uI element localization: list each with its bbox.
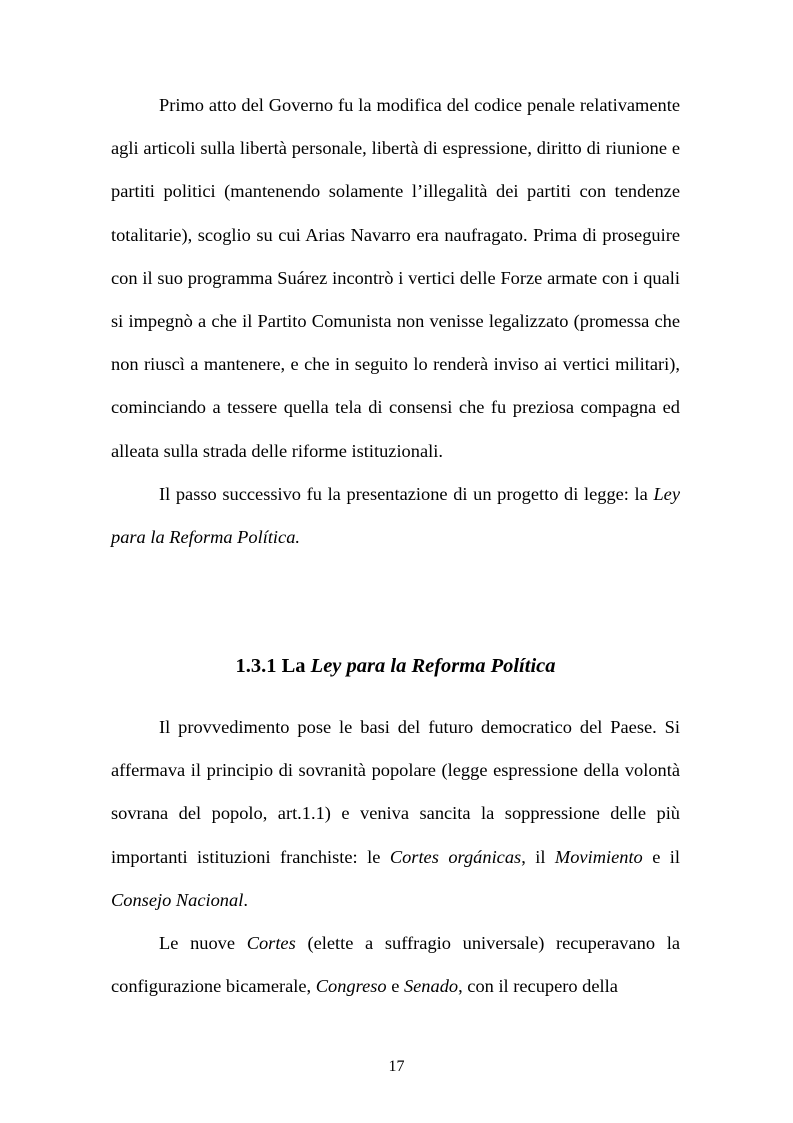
text-run: Il passo successivo fu la presentazione di un progetto di legge: la (159, 483, 654, 504)
text-run: Il provvedimento pose le basi del futuro democratico del Paese. Si affermava il principio di sovranità popolare (legge espressione della volontà sovrana del popolo, art.1.1) e veniva sancita la soppressione delle più importanti istituzioni franchiste: le (111, 717, 680, 867)
italic-text-run: Movimiento (554, 846, 643, 867)
body-text-top (111, 84, 680, 559)
body-text-bottom (111, 706, 680, 1008)
section-heading-number: 1.3.1 La (235, 655, 311, 677)
paragraph (111, 473, 680, 559)
text-run: , con il recupero della (458, 976, 618, 997)
text-run: e il (642, 846, 681, 867)
section-heading-title: Ley para la Reforma Política (310, 655, 556, 677)
text-run: Primo atto del Governo fu la modifica del codice penale relativamente agli articoli sulla libertà personale, libertà di espressione, diritto di riunione e partiti politici (mantenendo solamente l’illegalità dei partiti con tendenze totalitarie), scoglio su cui Arias Navarro era naufragato. Prima di proseguire con il suo programma Suárez incontrò i vertici delle Forze armate con i quali si impegnò a che il Partito Comunista non venisse legalizzato (promessa che non riuscì a mantenere, e che in seguito lo renderà inviso ai vertici militari), cominciando a tessere quella tela di consensi che fu preziosa compagna ed alleata sulla strada delle riforme istituzionali. (111, 95, 680, 461)
italic-text-run: Consejo Nacional (111, 889, 244, 910)
text-run: e (386, 976, 404, 997)
italic-text-run: Congreso (315, 976, 387, 997)
text-run: , il (521, 846, 555, 867)
italic-text-run: Ley para la Reforma Política. (111, 483, 680, 548)
italic-text-run: Cortes orgánicas (389, 846, 522, 867)
text-run: (elette a suffragio universale) recuperavano la configurazione bicamerale, (111, 933, 680, 997)
italic-text-run: Senado (403, 976, 459, 997)
paragraph (111, 84, 680, 473)
page-number: 17 (388, 1058, 405, 1075)
section-heading (111, 652, 680, 680)
text-run: . (243, 889, 248, 910)
text-run: Le nuove (159, 933, 247, 954)
paragraph (111, 706, 680, 922)
paragraph (111, 922, 680, 1008)
italic-text-run: Cortes (246, 933, 296, 954)
